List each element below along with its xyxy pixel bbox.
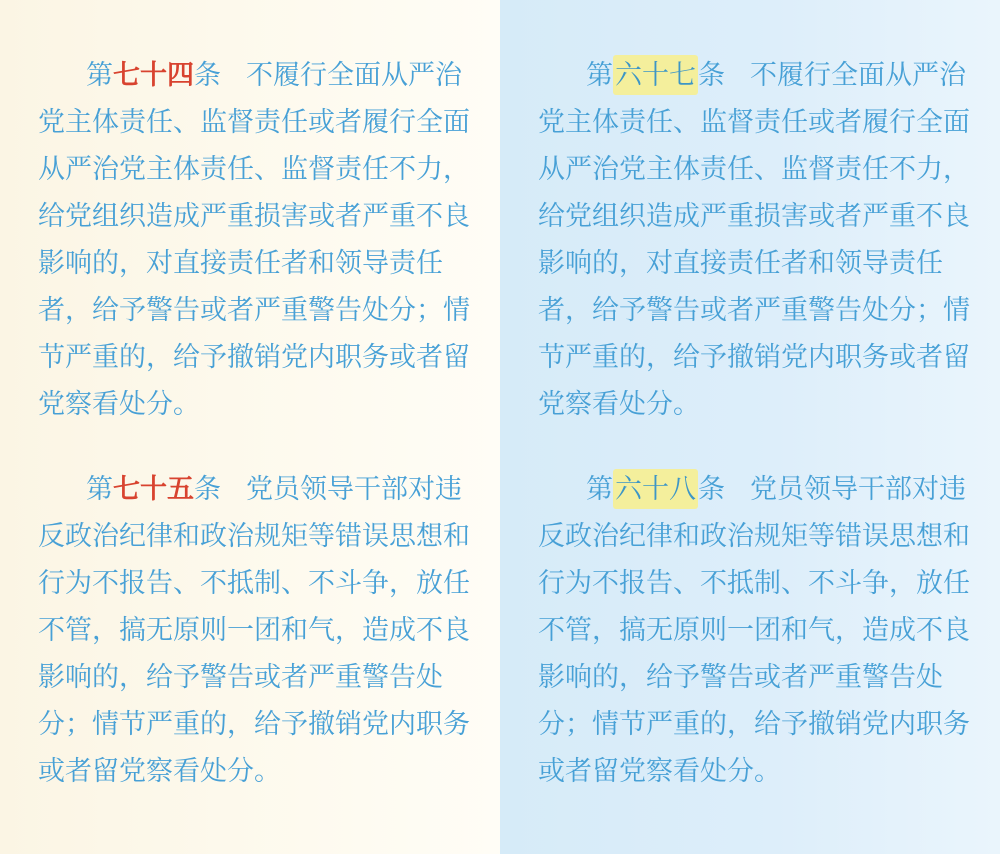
article-heading xyxy=(538,52,972,99)
article-heading xyxy=(38,52,472,99)
heading-prefix: 第 xyxy=(586,60,613,90)
text-line: 影响的，给予警告或者严重警告处 xyxy=(38,662,443,692)
text-line: 党察看处分。 xyxy=(538,389,700,419)
article-68 xyxy=(538,466,972,795)
heading-suffix: 条 xyxy=(698,60,725,90)
text-line: 或者留党察看处分。 xyxy=(538,756,781,786)
text-line: 或者留党察看处分。 xyxy=(38,756,281,786)
article-number: 七十四 xyxy=(113,60,194,90)
text-line: 从严治党主体责任、监督责任不力， xyxy=(38,154,470,184)
heading-text: 党员领导干部对违 xyxy=(246,474,462,504)
article-67 xyxy=(538,52,972,428)
text-line: 节严重的，给予撤销党内职务或者留 xyxy=(538,342,970,372)
text-line: 行为不报告、不抵制、不斗争，放任 xyxy=(538,568,970,598)
text-line: 党察看处分。 xyxy=(38,389,200,419)
article-number-highlighted: 六十七 xyxy=(613,55,698,95)
text-line: 党主体责任、监督责任或者履行全面 xyxy=(38,107,470,137)
text-line: 影响的，对直接责任者和领导责任 xyxy=(38,248,443,278)
text-line: 分；情节严重的，给予撤销党内职务 xyxy=(38,709,470,739)
heading-prefix: 第 xyxy=(86,60,113,90)
heading-prefix: 第 xyxy=(586,474,613,504)
text-line: 分；情节严重的，给予撤销党内职务 xyxy=(538,709,970,739)
heading-suffix: 条 xyxy=(194,60,221,90)
article-74 xyxy=(38,52,472,428)
text-line: 给党组织造成严重损害或者严重不良 xyxy=(38,201,470,231)
text-line: 不管，搞无原则一团和气，造成不良 xyxy=(38,615,470,645)
text-line: 反政治纪律和政治规矩等错误思想和 xyxy=(38,521,470,551)
text-line: 行为不报告、不抵制、不斗争，放任 xyxy=(38,568,470,598)
text-line: 影响的，给予警告或者严重警告处 xyxy=(538,662,943,692)
text-line: 影响的，对直接责任者和领导责任 xyxy=(538,248,943,278)
text-line: 节严重的，给予撤销党内职务或者留 xyxy=(38,342,470,372)
text-line: 反政治纪律和政治规矩等错误思想和 xyxy=(538,521,970,551)
article-heading xyxy=(538,466,972,513)
article-number: 七十五 xyxy=(113,474,194,504)
heading-prefix: 第 xyxy=(86,474,113,504)
new-version-page xyxy=(500,0,1000,854)
text-line: 给党组织造成严重损害或者严重不良 xyxy=(538,201,970,231)
text-line: 不管，搞无原则一团和气，造成不良 xyxy=(538,615,970,645)
heading-suffix: 条 xyxy=(698,474,725,504)
text-line: 党主体责任、监督责任或者履行全面 xyxy=(538,107,970,137)
article-number-highlighted: 六十八 xyxy=(613,469,698,509)
heading-text: 党员领导干部对违 xyxy=(750,474,966,504)
text-line: 者，给予警告或者严重警告处分；情 xyxy=(538,295,970,325)
heading-suffix: 条 xyxy=(194,474,221,504)
heading-text: 不履行全面从严治 xyxy=(750,60,966,90)
text-line: 从严治党主体责任、监督责任不力， xyxy=(538,154,970,184)
heading-text: 不履行全面从严治 xyxy=(246,60,462,90)
article-heading xyxy=(38,466,472,513)
article-75 xyxy=(38,466,472,795)
text-line: 者，给予警告或者严重警告处分；情 xyxy=(38,295,470,325)
